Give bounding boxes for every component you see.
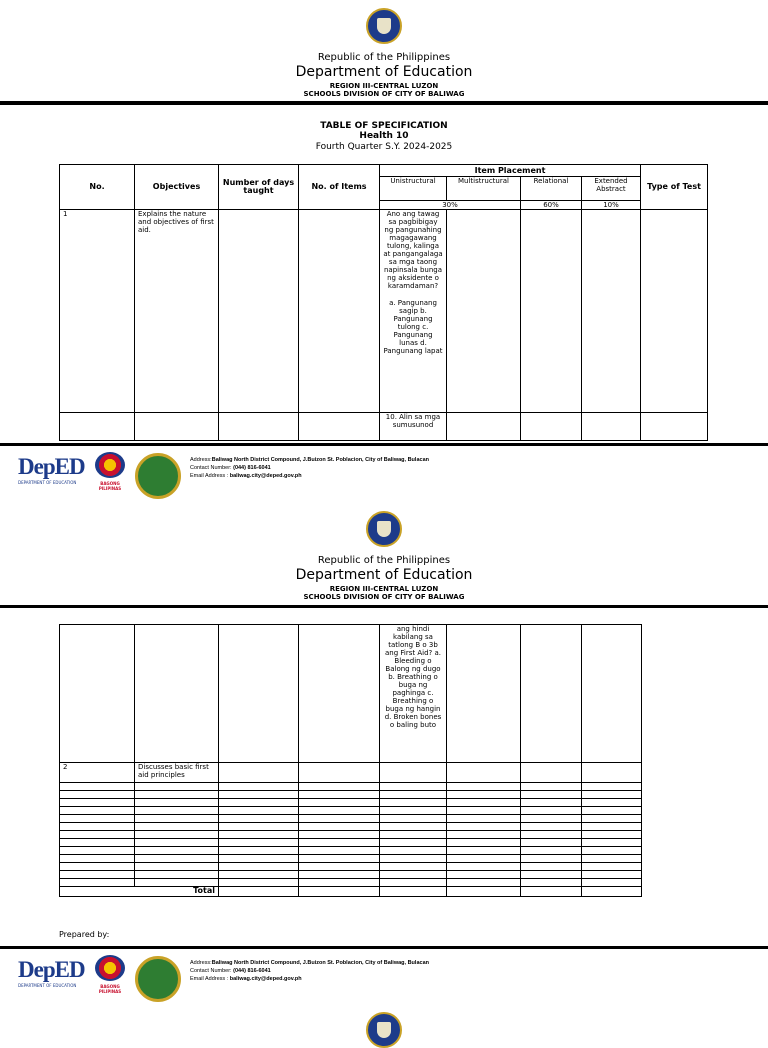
header-rule bbox=[0, 101, 768, 105]
relational-header: Relational bbox=[521, 177, 582, 201]
row3-no: 2 bbox=[60, 763, 135, 783]
footer-rule-2 bbox=[0, 946, 768, 949]
republic-text: Republic of the Philippines bbox=[317, 52, 451, 63]
row1-choices: a. Pangunang sagip b. Pangunang tulong c. Pangunang lunas d. Pangunang lapat bbox=[383, 299, 443, 355]
row1-unistructural bbox=[380, 210, 447, 413]
division-seal-icon bbox=[135, 453, 181, 499]
row2-question: 10. Alin sa mga sumusunod bbox=[380, 413, 447, 441]
division-seal-icon-2 bbox=[135, 956, 181, 1002]
deped-seal-icon-2 bbox=[366, 511, 402, 547]
col-objectives-header: Objectives bbox=[135, 165, 219, 210]
footer-rule-1 bbox=[0, 443, 768, 446]
footer-address-block-2: Address:Baliwag North District Compound, J.Buizon St. Poblacion, City of Baliwag, Bulacan Contact Number: (044) 816-6041 Email Address : baliwag.city@deped.gov.ph bbox=[190, 960, 429, 982]
row1-multistructural bbox=[447, 210, 521, 413]
region-text-2: REGION III-CENTRAL LUZON bbox=[329, 585, 439, 593]
region-text: REGION III-CENTRAL LUZON bbox=[329, 82, 439, 90]
republic-text-2: Republic of the Philippines bbox=[317, 555, 451, 566]
row2-type bbox=[641, 413, 708, 441]
doc-subject: Health 10 bbox=[359, 131, 409, 141]
division-text: SCHOOLS DIVISION OF CITY OF BALIWAG bbox=[303, 90, 465, 98]
bagong-pilipinas-logo-icon: BAGONG PILIPINAS bbox=[90, 452, 130, 494]
col-items-header: No. of Items bbox=[299, 165, 380, 210]
row1-objective: Explains the nature and objectives of first aid. bbox=[135, 210, 219, 413]
unistructural-header: Unistructural bbox=[380, 177, 447, 201]
spec-table-page1 bbox=[59, 164, 708, 441]
row1-type bbox=[641, 210, 708, 413]
pct-30: 30% bbox=[380, 201, 521, 210]
row2-items bbox=[299, 413, 380, 441]
deped-logo-icon-2: DepED DEPARTMENT OF EDUCATION bbox=[18, 957, 85, 988]
department-text-2: Department of Education bbox=[295, 567, 473, 583]
footer-address-block: Address:Baliwag North District Compound, J.Buizon St. Poblacion, City of Baliwag, Bulacan Contact Number: (044) 816-6041 Email Address : baliwag.city@deped.gov.ph bbox=[190, 457, 429, 479]
col-days-header: Number of days taught bbox=[219, 165, 299, 210]
row2-extended bbox=[582, 413, 641, 441]
row2-relational bbox=[521, 413, 582, 441]
total-items bbox=[299, 887, 380, 897]
row1-items bbox=[299, 210, 380, 413]
row1-days bbox=[219, 210, 299, 413]
row2-no bbox=[60, 413, 135, 441]
multistructural-header: Multistructural bbox=[447, 177, 521, 201]
row2-multistructural bbox=[447, 413, 521, 441]
header-rule-2 bbox=[0, 605, 768, 608]
deped-seal-icon-3 bbox=[366, 1012, 402, 1048]
division-text-2: SCHOOLS DIVISION OF CITY OF BALIWAG bbox=[303, 593, 465, 601]
department-text: Department of Education bbox=[295, 64, 473, 80]
col-type-header: Type of Test bbox=[641, 165, 708, 210]
pct-10: 10% bbox=[582, 201, 641, 210]
col-no-header: No. bbox=[60, 165, 135, 210]
row3-objective: Discusses basic first aid principles bbox=[135, 763, 219, 783]
row1-relational bbox=[521, 210, 582, 413]
total-days bbox=[219, 887, 299, 897]
row2-objective bbox=[135, 413, 219, 441]
row1-question: Ano ang tawag sa pagbibigay ng pangunahing magagawang tulong, kalinga at pangangalaga sa mga taong napinsala bunga ng aksidente o karamdaman? bbox=[383, 210, 443, 290]
doc-quarter: Fourth Quarter S.Y. 2024-2025 bbox=[315, 142, 453, 152]
spec-table-page2 bbox=[59, 624, 642, 897]
pct-60: 60% bbox=[521, 201, 582, 210]
p2-question-continued: ang hindi kabilang sa tatlong B o 3b ang First Aid? a. Bleeding o Balong ng dugo b. Breathing o buga ng paghinga c. Breathing o buga ng hangin d. Broken bones o baling buto bbox=[380, 625, 447, 763]
deped-seal-icon bbox=[366, 8, 402, 44]
doc-title: TABLE OF SPECIFICATION bbox=[320, 121, 448, 131]
row2-days bbox=[219, 413, 299, 441]
deped-logo-icon: DepED DEPARTMENT OF EDUCATION bbox=[18, 454, 85, 485]
bagong-pilipinas-logo-icon-2: BAGONG PILIPINAS bbox=[90, 955, 130, 997]
row1-no: 1 bbox=[60, 210, 135, 413]
prepared-by-label: Prepared by: bbox=[59, 930, 110, 939]
item-placement-header: Item Placement bbox=[380, 165, 641, 177]
row1-extended bbox=[582, 210, 641, 413]
extended-abstract-header: Extended Abstract bbox=[582, 177, 641, 201]
total-label: Total bbox=[60, 887, 219, 897]
